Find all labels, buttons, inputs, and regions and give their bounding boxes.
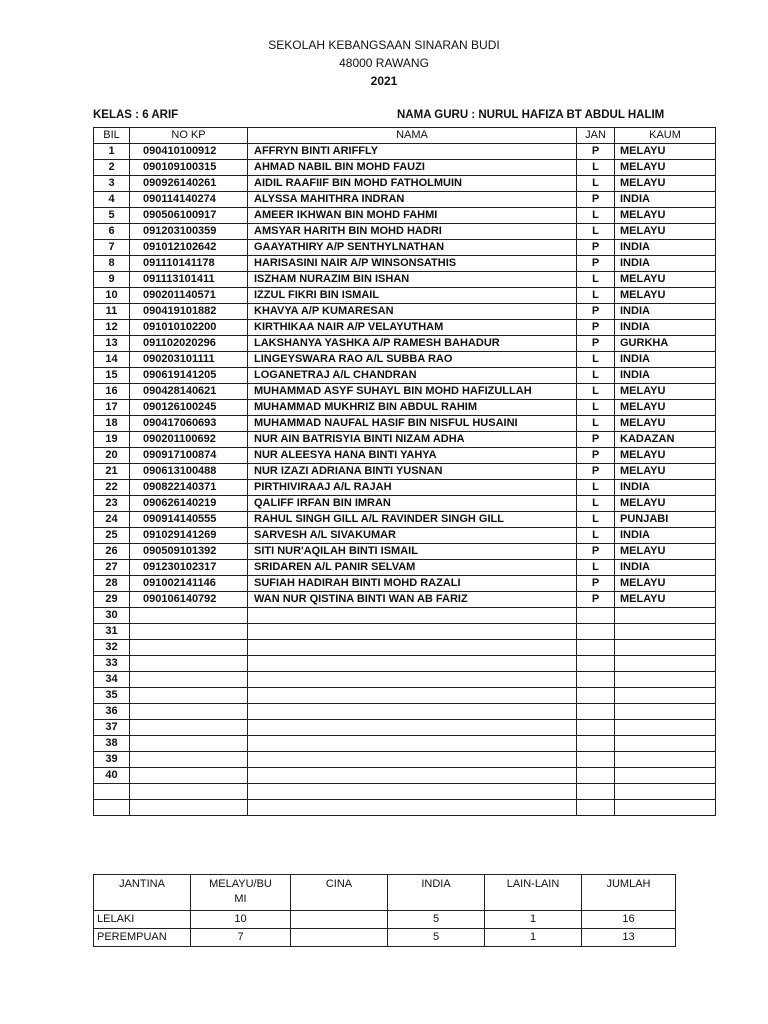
table-row [94,432,716,448]
row-nama [248,656,577,672]
table-row [94,336,716,352]
row-nokp: 090126100245 [130,400,248,416]
row-bil: 9 [94,272,130,288]
row-kaum: MELAYU [615,384,716,400]
row-kaum: MELAYU [615,176,716,192]
table-row [94,192,716,208]
row-nama [248,608,577,624]
row-jan [577,704,615,720]
row-jan: P [577,544,615,560]
row-kaum: INDIA [615,192,716,208]
row-kaum: MELAYU [615,160,716,176]
row-bil: 13 [94,336,130,352]
column-header-kaum: KAUM [615,128,716,144]
summary-header-melayu-text: MELAYU/BUMI [209,878,272,905]
row-jan [577,752,615,768]
row-jan: P [577,256,615,272]
row-bil [94,784,130,800]
row-kaum: INDIA [615,304,716,320]
row-nama [248,784,577,800]
table-row [94,352,716,368]
row-jan [577,800,615,816]
row-nokp: 090428140621 [130,384,248,400]
table-row [94,416,716,432]
row-nokp [130,608,248,624]
table-row [94,448,716,464]
row-nama: AFFRYN BINTI ARIFFLY [248,144,577,160]
row-jan [577,672,615,688]
row-bil: 10 [94,288,130,304]
row-nama: MUHAMMAD MUKHRIZ BIN ABDUL RAHIM [248,400,577,416]
row-bil: 24 [94,512,130,528]
row-nama: SITI NUR'AQILAH BINTI ISMAIL [248,544,577,560]
row-kaum: INDIA [615,368,716,384]
column-header-bil: BIL [94,128,130,144]
row-bil: 3 [94,176,130,192]
row-kaum: GURKHA [615,336,716,352]
summary-header-melayu [191,875,291,911]
row-nama [248,800,577,816]
table-row [94,496,716,512]
row-nama: NUR AIN BATRISYIA BINTI NIZAM ADHA [248,432,577,448]
row-nokp: 090506100917 [130,208,248,224]
table-row [94,640,716,656]
row-bil [94,800,130,816]
class-list-table [93,127,716,816]
row-nokp: 091113101411 [130,272,248,288]
row-nama: SARVESH A/L SIVAKUMAR [248,528,577,544]
row-nama: KHAVYA A/P KUMARESAN [248,304,577,320]
row-bil: 4 [94,192,130,208]
row-kaum: MELAYU [615,592,716,608]
table-row [94,320,716,336]
row-nokp: 090417060693 [130,416,248,432]
summary-jumlah: 13 [582,929,676,947]
row-jan: L [577,224,615,240]
table-row [94,464,716,480]
row-jan [577,688,615,704]
row-nokp [130,736,248,752]
row-bil: 17 [94,400,130,416]
row-nokp [130,784,248,800]
row-jan [577,784,615,800]
row-nama: KIRTHIKAA NAIR A/P VELAYUTHAM [248,320,577,336]
row-kaum: INDIA [615,240,716,256]
row-jan: P [577,336,615,352]
row-kaum [615,608,716,624]
row-jan: L [577,560,615,576]
row-kaum [615,752,716,768]
table-row [94,240,716,256]
table-row [94,752,716,768]
table-row [94,560,716,576]
row-nokp: 090201100692 [130,432,248,448]
row-jan: P [577,320,615,336]
row-nokp [130,656,248,672]
table-row [94,208,716,224]
row-bil: 12 [94,320,130,336]
row-kaum: MELAYU [615,544,716,560]
row-jan: L [577,176,615,192]
row-nokp: 091012102642 [130,240,248,256]
row-nokp: 090419101882 [130,304,248,320]
row-kaum: MELAYU [615,272,716,288]
row-bil: 38 [94,736,130,752]
row-nokp: 090822140371 [130,480,248,496]
row-nokp: 091102020296 [130,336,248,352]
row-nama: GAAYATHIRY A/P SENTHYLNATHAN [248,240,577,256]
table-row [94,592,716,608]
row-jan: P [577,192,615,208]
column-header-nokp: NO KP [130,128,248,144]
summary-table [93,874,676,947]
row-jan: P [577,448,615,464]
row-bil: 34 [94,672,130,688]
row-nama: NUR ALEESYA HANA BINTI YAHYA [248,448,577,464]
row-jan: L [577,272,615,288]
row-nokp: 091029141269 [130,528,248,544]
table-row [94,656,716,672]
table-row [94,304,716,320]
table-row [94,384,716,400]
table-row [94,144,716,160]
table-row [94,288,716,304]
table-row [94,544,716,560]
row-jan: L [577,384,615,400]
row-nokp [130,720,248,736]
row-bil: 32 [94,640,130,656]
row-kaum: MELAYU [615,144,716,160]
row-nokp: 090203101111 [130,352,248,368]
row-jan: L [577,352,615,368]
row-nokp: 090109100315 [130,160,248,176]
row-nama: LINGEYSWARA RAO A/L SUBBA RAO [248,352,577,368]
row-kaum [615,656,716,672]
table-row [94,688,716,704]
row-nokp: 090914140555 [130,512,248,528]
summary-row-perempuan [94,929,676,947]
row-jan: L [577,400,615,416]
row-bil: 19 [94,432,130,448]
row-kaum: MELAYU [615,576,716,592]
row-nokp: 090106140792 [130,592,248,608]
row-nama: LOGANETRAJ A/L CHANDRAN [248,368,577,384]
row-bil: 11 [94,304,130,320]
row-jan: L [577,416,615,432]
row-nama: MUHAMMAD NAUFAL HASIF BIN NISFUL HUSAINI [248,416,577,432]
row-kaum: MELAYU [615,496,716,512]
summary-header-jumlah: JUMLAH [582,875,676,911]
row-jan: P [577,592,615,608]
row-jan: P [577,464,615,480]
row-jan: P [577,576,615,592]
row-jan [577,624,615,640]
row-nama: NUR IZAZI ADRIANA BINTI YUSNAN [248,464,577,480]
row-jan: L [577,528,615,544]
row-jan [577,640,615,656]
row-nama [248,704,577,720]
row-bil: 35 [94,688,130,704]
summary-india: 5 [388,929,485,947]
row-nokp: 091110141178 [130,256,248,272]
row-bil: 31 [94,624,130,640]
row-kaum [615,704,716,720]
row-nokp: 091230102317 [130,560,248,576]
row-nokp [130,704,248,720]
row-nama [248,640,577,656]
row-bil: 18 [94,416,130,432]
table-row [94,576,716,592]
table-row [94,736,716,752]
row-kaum: INDIA [615,480,716,496]
row-bil: 8 [94,256,130,272]
summary-header-jantina: JANTINA [94,875,191,911]
table-row [94,272,716,288]
summary-cina [291,929,388,947]
row-jan [577,656,615,672]
summary-india: 5 [388,911,485,929]
row-kaum: MELAYU [615,448,716,464]
row-jan: L [577,512,615,528]
summary-label: LELAKI [94,911,191,929]
class-label: KELAS : 6 ARIF [93,109,179,121]
row-nama: AMEER IKHWAN BIN MOHD FAHMI [248,208,577,224]
summary-header-india: INDIA [388,875,485,911]
row-nama: AIDIL RAAFIIF BIN MOHD FATHOLMUIN [248,176,577,192]
row-nokp [130,672,248,688]
row-bil: 25 [94,528,130,544]
row-jan [577,608,615,624]
row-kaum: MELAYU [615,464,716,480]
column-header-jan: JAN [577,128,615,144]
row-jan: P [577,304,615,320]
row-nama: LAKSHANYA YASHKA A/P RAMESH BAHADUR [248,336,577,352]
row-jan [577,720,615,736]
row-bil: 15 [94,368,130,384]
row-kaum: INDIA [615,352,716,368]
summary-header-cina: CINA [291,875,388,911]
row-bil: 28 [94,576,130,592]
row-nokp [130,752,248,768]
row-jan [577,736,615,752]
row-jan: P [577,144,615,160]
row-nokp: 090626140219 [130,496,248,512]
row-bil: 14 [94,352,130,368]
summary-header-lain: LAIN-LAIN [485,875,582,911]
row-nama: WAN NUR QISTINA BINTI WAN AB FARIZ [248,592,577,608]
row-jan: L [577,368,615,384]
row-kaum [615,624,716,640]
summary-jumlah: 16 [582,911,676,929]
row-bil: 6 [94,224,130,240]
row-nokp: 090201140571 [130,288,248,304]
table-row [94,800,716,816]
summary-cina [291,911,388,929]
row-kaum: INDIA [615,560,716,576]
row-nama [248,752,577,768]
summary-lain: 1 [485,929,582,947]
row-nama: IZZUL FIKRI BIN ISMAIL [248,288,577,304]
summary-lain: 1 [485,911,582,929]
row-bil: 16 [94,384,130,400]
row-kaum: INDIA [615,320,716,336]
row-nokp: 091010102200 [130,320,248,336]
row-jan: L [577,288,615,304]
table-row [94,160,716,176]
row-kaum: MELAYU [615,288,716,304]
row-nama [248,768,577,784]
table-row [94,480,716,496]
row-kaum [615,688,716,704]
row-kaum: MELAYU [615,224,716,240]
column-header-nama: NAMA [248,128,577,144]
row-bil: 5 [94,208,130,224]
row-jan [577,768,615,784]
row-jan: L [577,160,615,176]
teacher-label: NAMA GURU : NURUL HAFIZA BT ABDUL HALIM [397,109,665,121]
row-kaum: INDIA [615,256,716,272]
row-bil: 37 [94,720,130,736]
school-year: 2021 [370,74,398,88]
summary-row-lelaki [94,911,676,929]
summary-label: PEREMPUAN [94,929,191,947]
row-nokp: 090619141205 [130,368,248,384]
row-nokp: 090917100874 [130,448,248,464]
row-nokp [130,800,248,816]
row-bil: 29 [94,592,130,608]
table-row [94,400,716,416]
row-bil: 30 [94,608,130,624]
row-jan: L [577,208,615,224]
row-bil: 33 [94,656,130,672]
student-rows [94,144,716,816]
summary-melayu: 10 [191,911,291,929]
row-nama: PIRTHIVIRAAJ A/L RAJAH [248,480,577,496]
row-bil: 1 [94,144,130,160]
row-bil: 7 [94,240,130,256]
table-row [94,768,716,784]
row-nama [248,672,577,688]
row-nokp: 090410100912 [130,144,248,160]
school-name: SEKOLAH KEBANGSAAN SINARAN BUDI [268,38,500,52]
row-nama: SRIDAREN A/L PANIR SELVAM [248,560,577,576]
row-nama [248,736,577,752]
row-jan: L [577,480,615,496]
row-kaum [615,768,716,784]
row-kaum [615,784,716,800]
row-kaum: PUNJABI [615,512,716,528]
summary-melayu: 7 [191,929,291,947]
row-kaum: KADAZAN [615,432,716,448]
row-bil: 26 [94,544,130,560]
row-bil: 36 [94,704,130,720]
row-kaum: MELAYU [615,208,716,224]
row-bil: 40 [94,768,130,784]
row-bil: 23 [94,496,130,512]
table-row [94,624,716,640]
row-kaum [615,672,716,688]
summary-header-row [94,875,676,911]
row-bil: 20 [94,448,130,464]
table-row [94,512,716,528]
row-nama: HARISASINI NAIR A/P WINSONSATHIS [248,256,577,272]
table-row [94,704,716,720]
row-bil: 21 [94,464,130,480]
row-nama [248,624,577,640]
row-nokp: 091203100359 [130,224,248,240]
row-jan: P [577,432,615,448]
row-nokp: 091002141146 [130,576,248,592]
row-nama [248,720,577,736]
row-kaum: INDIA [615,528,716,544]
row-nama: ISZHAM NURAZIM BIN ISHAN [248,272,577,288]
table-row [94,224,716,240]
table-row [94,176,716,192]
table-row [94,784,716,800]
row-jan: P [577,240,615,256]
row-bil: 22 [94,480,130,496]
row-kaum [615,640,716,656]
row-bil: 27 [94,560,130,576]
row-nokp: 090926140261 [130,176,248,192]
row-nokp: 090114140274 [130,192,248,208]
row-kaum [615,720,716,736]
table-header-row [94,128,716,144]
row-nokp [130,640,248,656]
table-row [94,720,716,736]
row-nokp [130,688,248,704]
row-nokp: 090613100488 [130,464,248,480]
row-nama: RAHUL SINGH GILL A/L RAVINDER SINGH GILL [248,512,577,528]
row-nama: MUHAMMAD ASYF SUHAYL BIN MOHD HAFIZULLAH [248,384,577,400]
table-row [94,368,716,384]
table-row [94,528,716,544]
row-nama: AMSYAR HARITH BIN MOHD HADRI [248,224,577,240]
row-bil: 2 [94,160,130,176]
row-nama [248,688,577,704]
row-nama: SUFIAH HADIRAH BINTI MOHD RAZALI [248,576,577,592]
row-kaum: MELAYU [615,400,716,416]
row-kaum [615,736,716,752]
row-nama: ALYSSA MAHITHRA INDRAN [248,192,577,208]
row-nama: QALIFF IRFAN BIN IMRAN [248,496,577,512]
table-row [94,672,716,688]
row-bil: 39 [94,752,130,768]
table-row [94,608,716,624]
school-address: 48000 RAWANG [339,56,429,70]
row-kaum: MELAYU [615,416,716,432]
row-nokp: 090509101392 [130,544,248,560]
row-jan: L [577,496,615,512]
table-row [94,256,716,272]
row-nama: AHMAD NABIL BIN MOHD FAUZI [248,160,577,176]
row-kaum [615,800,716,816]
row-nokp [130,768,248,784]
row-nokp [130,624,248,640]
